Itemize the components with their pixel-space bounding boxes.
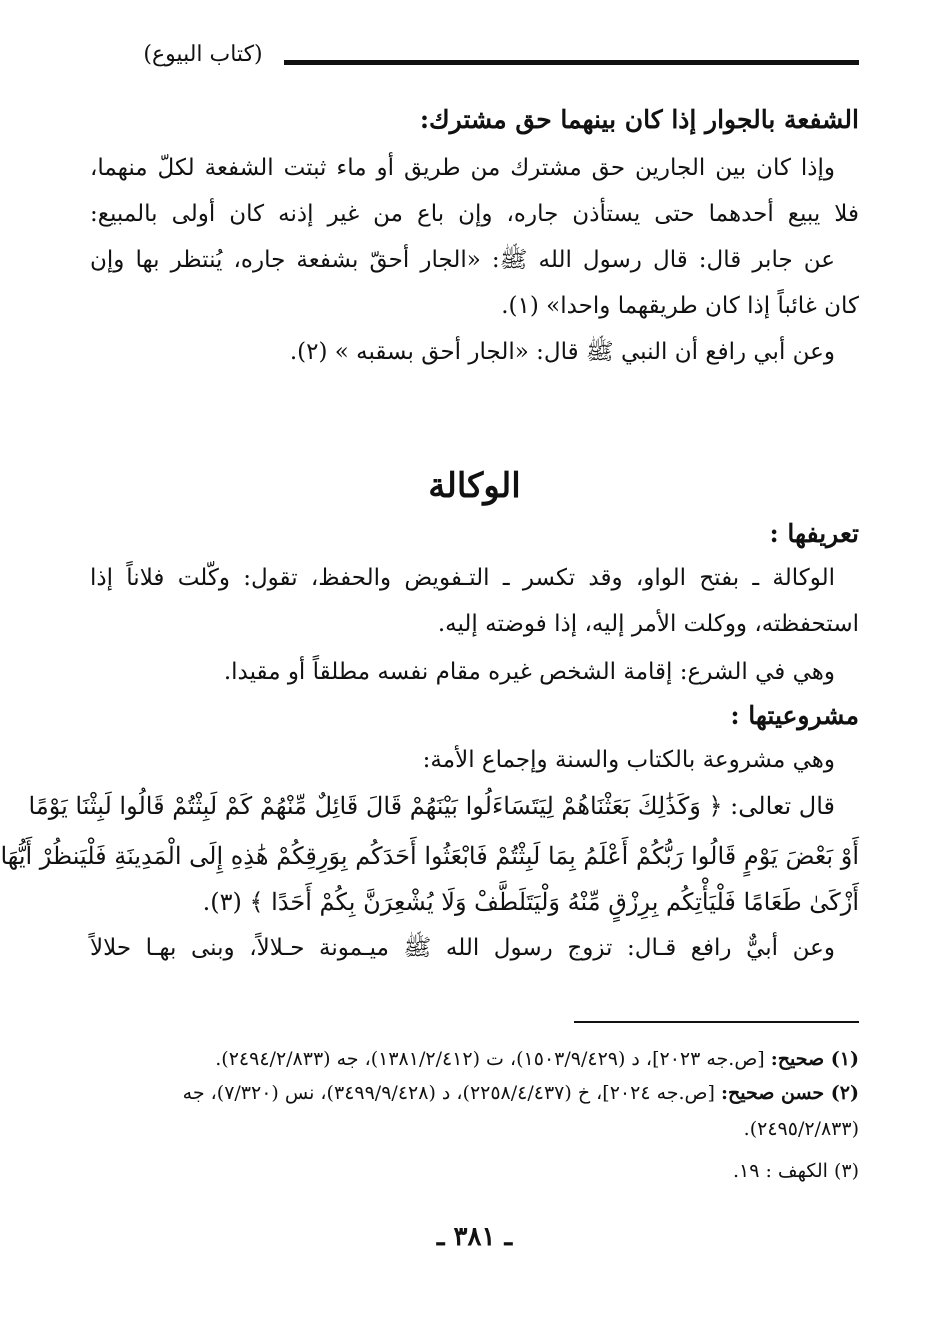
paragraph-line: الوكالة ـ بفتح الواو، وقد تكسر ـ التـفويض والحفظ، تقول: وكّلت فلاناً إذا: [90, 565, 835, 591]
page-number: ـ ٣٨١ ـ: [436, 1222, 513, 1252]
footnote-2-continuation: [134, 1114, 859, 1144]
footnote-text: (٢٤٩٥/٢/٨٣٣).: [743, 1118, 859, 1140]
definition-heading: تعريفها :: [769, 519, 859, 548]
footnote-label: (٢) حسن صحيح:: [720, 1082, 859, 1104]
paragraph-line: فلا يبيع أحدهما حتى يستأذن جاره، وإن باع من غير إذنه كان أولى بالمبيع:: [90, 201, 859, 227]
footnote-text: [ص.جه ٢٠٢٤]، خ (٢٢٥٨/٤/٤٣٧)، د (٣٤٩٩/٩/٤٢٨)، نس (٧/٣٢٠)، جه: [182, 1082, 715, 1104]
legitimacy-heading: مشروعيتها :: [730, 701, 859, 730]
running-header-title: (كتاب البيوع): [143, 42, 263, 67]
header-rule: [284, 60, 859, 65]
footnote-label: (١) صحيح:: [770, 1048, 859, 1070]
paragraph-line: وعن أبيٌّ رافع قـال: تزوج رسول الله ﷺ ميـمونة حـلالاً، وبنى بهـا حلالاً: [90, 935, 835, 961]
quran-verse-line: أَزْكَىٰ طَعَامًا فَلْيَأْتِكُم بِرِزْقٍ مِّنْهُ وَلْيَتَلَطَّفْ وَلَا يُشْعِرَنَّ بِكُمْ أَحَدًا ﴾ (٣).: [202, 888, 859, 916]
footnote-2: [134, 1078, 859, 1108]
paragraph-line: وهي في الشرع: إقامة الشخص غيره مقام نفسه مطلقاً أو مقيدا.: [223, 659, 835, 685]
paragraph-line: عن جابر قال: قال رسول الله ﷺ: «الجار أحقّ بشفعة جاره، يُنتظر بها وإن: [90, 247, 835, 273]
paragraph-line: كان غائباً إذا كان طريقهما واحدا» (١).: [501, 293, 859, 319]
footnote-text: [ص.جه ٢٠٢٣]، د (١٥٠٣/٩/٤٢٩)، ت (١٣٨١/٢/٤١٢)، جه (٢٤٩٤/٢/٨٣٣).: [215, 1048, 765, 1070]
section-heading-shufa: الشفعة بالجوار إذا كان بينهما حق مشترك:: [419, 105, 859, 134]
quran-verse-line: أَوْ بَعْضَ يَوْمٍ قَالُوا رَبُّكُمْ أَعْلَمُ بِمَا لَبِثْتُمْ فَابْعَثُوا أَحَدَكُم بِوَرِقِكُمْ هَٰذِهِ إِلَى الْمَدِينَةِ فَلْيَنظُرْ أَيُّهَا: [0, 842, 859, 870]
paragraph-line: استحفظته، ووكلت الأمر إليه، إذا فوضته إليه.: [437, 611, 859, 637]
paragraph-line: وإذا كان بين الجارين حق مشترك من طريق أو ماء ثبتت الشفعة لكلّ منهما،: [90, 155, 835, 181]
footnote-text: (٣) الكهف : ١٩.: [732, 1160, 859, 1182]
paragraph-line: وهي مشروعة بالكتاب والسنة وإجماع الأمة:: [422, 747, 835, 773]
footnote-3: [134, 1156, 859, 1186]
quran-verse-line: قال تعالى: ﴿ وَكَذَٰلِكَ بَعَثْنَاهُمْ لِيَتَسَاءَلُوا بَيْنَهُمْ قَالَ قَائِلٌ مِّنْهُمْ كَمْ لَبِثْتُمْ قَالُوا لَبِثْنَا يَوْمًا: [28, 792, 835, 820]
footnote-1: [134, 1044, 859, 1074]
paragraph-line: وعن أبي رافع أن النبي ﷺ قال: «الجار أحق بسقبه » (٢).: [289, 339, 835, 365]
footnote-rule: [574, 1021, 859, 1023]
chapter-title: الوكالة: [428, 466, 521, 506]
